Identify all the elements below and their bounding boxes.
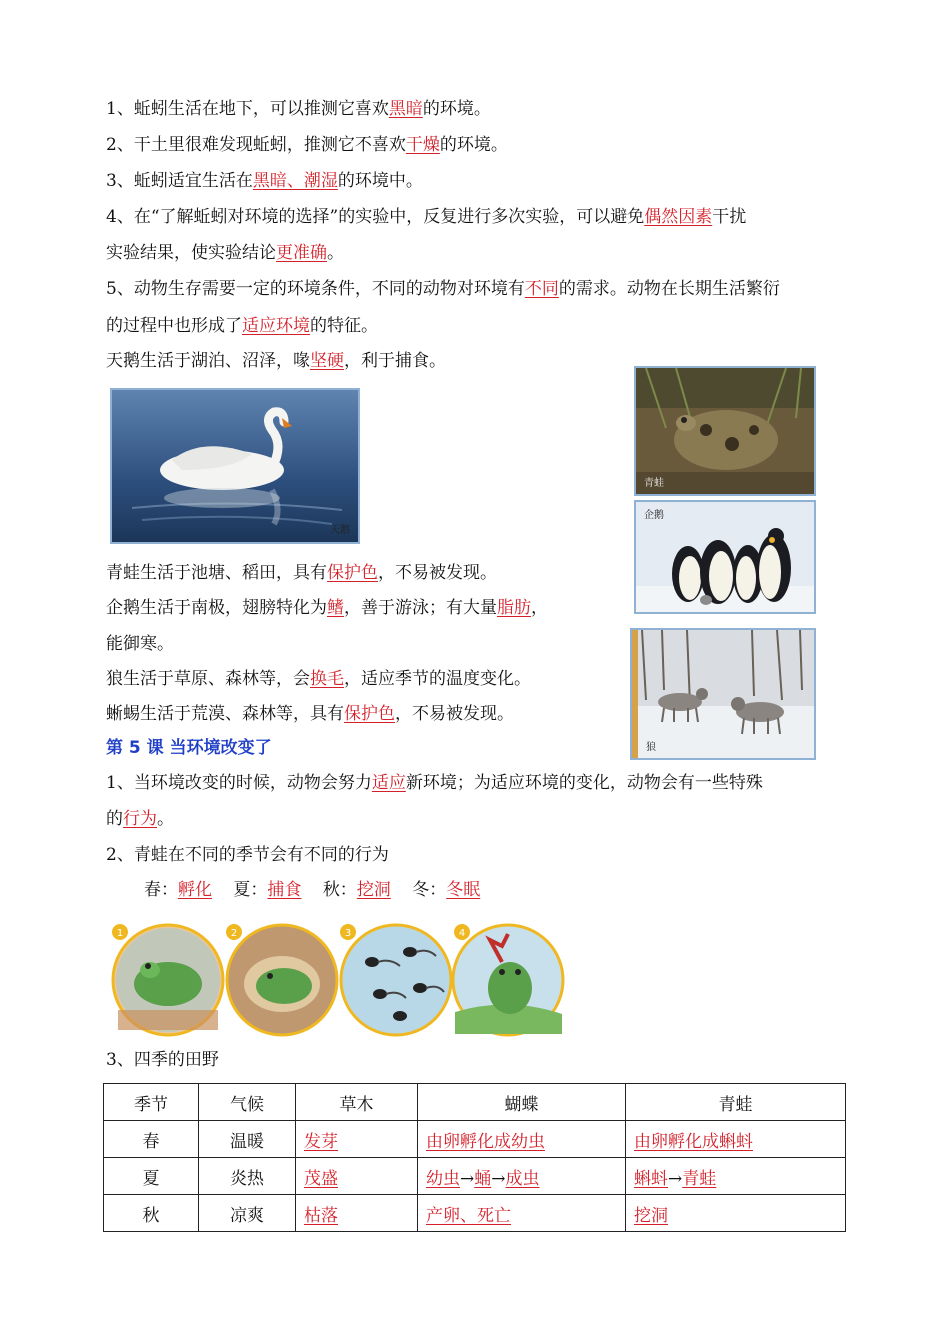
- wolf-photo: [630, 628, 816, 760]
- line-m3: 3、四季的田野: [106, 1050, 219, 1070]
- table-cell: 枯落: [296, 1195, 418, 1232]
- line-penguin: 企鹅生活于南极，翅膀特化为鳍，善于游泳；有大量脂肪，: [106, 598, 548, 618]
- table-row: [104, 1195, 846, 1232]
- table-cell: 茂盛: [296, 1158, 418, 1195]
- lesson-title: 第 5 课 当环境改变了: [106, 738, 272, 758]
- line-penguin-2: 能御寒。: [106, 634, 174, 654]
- penguin-caption: 企鹅: [644, 510, 664, 521]
- svg-text:4: 4: [458, 928, 466, 939]
- table-cell: 凉爽: [199, 1195, 296, 1232]
- frog-photo: [634, 366, 816, 496]
- swan-photo: [110, 388, 360, 544]
- line-1: 1、蚯蚓生活在地下，可以推测它喜欢黑暗的环境。: [106, 99, 491, 119]
- circle-2: [226, 924, 337, 1035]
- line-frog: 青蛙生活于池塘、稻田，具有保护色，不易被发现。: [106, 563, 497, 583]
- table-header: 蝴蝶: [418, 1084, 626, 1121]
- line-2: 2、干土里很难发现蚯蚓，推测它不喜欢干燥的环境。: [106, 135, 508, 155]
- table-cell: 挖洞: [626, 1195, 846, 1232]
- table-cell: 温暖: [199, 1121, 296, 1158]
- svg-text:2: 2: [230, 928, 238, 939]
- circle-1: [112, 924, 223, 1035]
- line-wolf: 狼生活于草原、森林等，会换毛，适应季节的温度变化。: [106, 669, 531, 689]
- swan-caption: 天鹅: [330, 525, 350, 536]
- table-row: [104, 1158, 846, 1195]
- table-header: 青蛙: [626, 1084, 846, 1121]
- penguin-photo: [634, 500, 816, 614]
- line-5: 5、动物生存需要一定的环境条件，不同的动物对环境有不同的需求。动物在长期生活繁衍: [106, 279, 780, 299]
- table-cell: 炎热: [199, 1158, 296, 1195]
- seasons-table: [103, 1083, 846, 1232]
- table-cell: 发芽: [296, 1121, 418, 1158]
- table-cell: 产卵、死亡: [418, 1195, 626, 1232]
- svg-text:3: 3: [344, 928, 352, 939]
- frog-season-illustrations: [110, 922, 570, 1038]
- table-cell: 由卵孵化成幼虫: [418, 1121, 626, 1158]
- table-header: 季节: [104, 1084, 199, 1121]
- table-row: [104, 1121, 846, 1158]
- table-cell: 夏: [104, 1158, 199, 1195]
- table-cell: 蝌蚪→青蛙: [626, 1158, 846, 1195]
- table-header: 气候: [199, 1084, 296, 1121]
- line-5b: 的过程中也形成了适应环境的特征。: [106, 316, 378, 336]
- table-header-row: [104, 1084, 846, 1121]
- line-lizard: 蜥蜴生活于荒漠、森林等，具有保护色，不易被发现。: [106, 704, 514, 724]
- table-cell: 春: [104, 1121, 199, 1158]
- line-m1: 1、当环境改变的时候，动物会努力适应新环境；为适应环境的变化，动物会有一些特殊: [106, 773, 763, 793]
- line-swan: 天鹅生活于湖泊、沼泽，喙坚硬，利于捕食。: [106, 351, 446, 371]
- line-3: 3、蚯蚓适宜生活在黑暗、潮湿的环境中。: [106, 171, 423, 191]
- line-m2: 2、青蛙在不同的季节会有不同的行为: [106, 845, 389, 865]
- svg-text:1: 1: [116, 928, 124, 939]
- wolf-caption: 狼: [646, 742, 656, 753]
- table-header: 草木: [296, 1084, 418, 1121]
- table-cell: 秋: [104, 1195, 199, 1232]
- line-4b: 实验结果，使实验结论更准确。: [106, 243, 344, 263]
- circle-4: [453, 924, 563, 1035]
- table-cell: 幼虫→蛹→成虫: [418, 1158, 626, 1195]
- line-4: 4、在“了解蚯蚓对环境的选择”的实验中，反复进行多次实验，可以避免偶然因素干扰: [106, 207, 747, 227]
- line-m1b: 的行为。: [106, 809, 174, 829]
- table-cell: 由卵孵化成蝌蚪: [626, 1121, 846, 1158]
- season-line: 春：孵化 夏：捕食 秋：挖洞 冬：冬眠: [144, 880, 481, 900]
- frog-caption: 青蛙: [644, 478, 664, 489]
- circle-3: [340, 924, 451, 1035]
